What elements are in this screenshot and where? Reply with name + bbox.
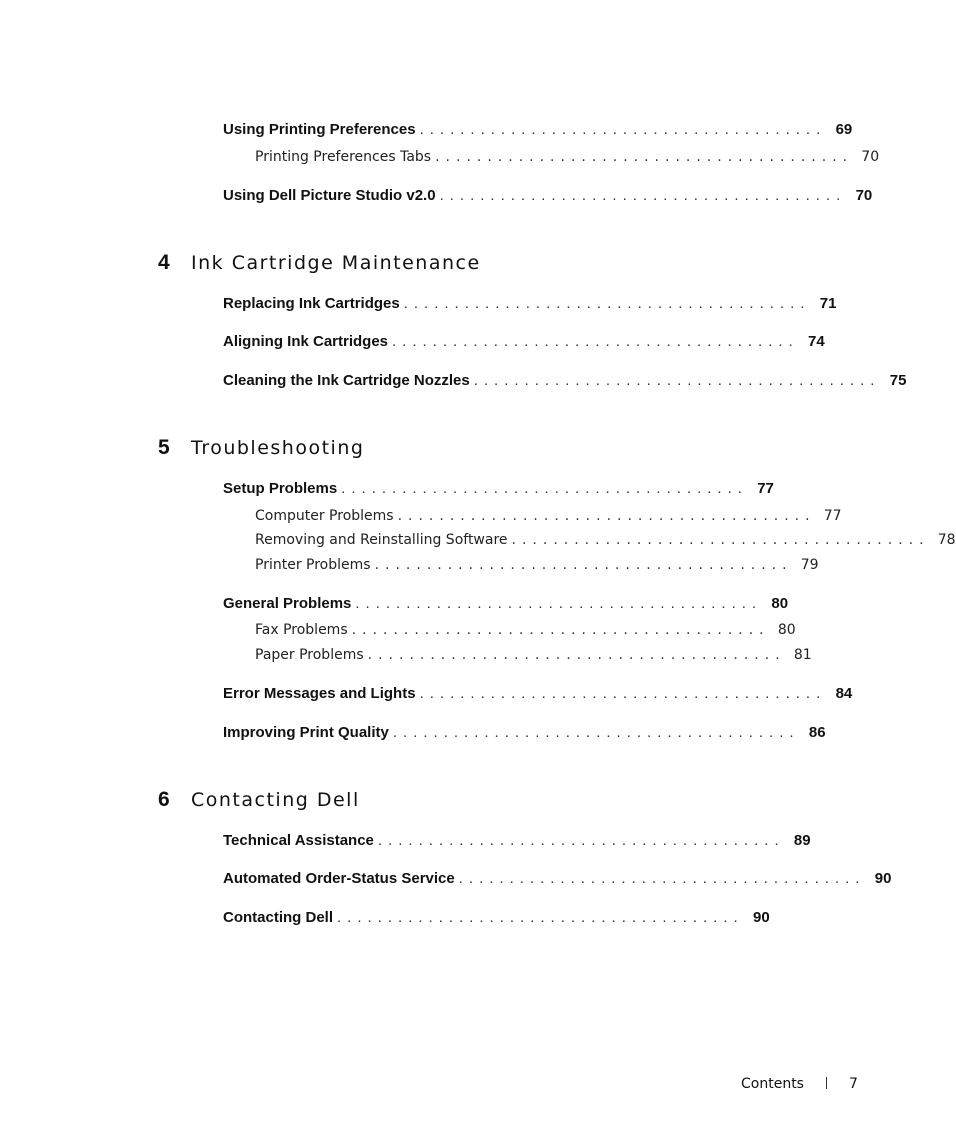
toc-subentry xyxy=(255,622,796,644)
toc-entry-title: Cleaning the Ink Cartridge Nozzles xyxy=(223,372,470,389)
toc-entry-title: Printer Problems xyxy=(255,557,371,573)
dot-leader: ........................................ xyxy=(511,532,930,548)
toc-entry-page: 90 xyxy=(753,909,770,926)
toc-entry-page: 77 xyxy=(823,508,842,524)
toc-entry-page: 81 xyxy=(793,647,812,663)
toc-entry xyxy=(223,685,853,707)
dot-leader: ........................................ xyxy=(397,508,816,524)
dot-leader: ........................................ xyxy=(403,295,811,312)
toc-entry-page: 89 xyxy=(793,832,811,849)
toc-entry-page: 80 xyxy=(771,595,789,612)
toc-entry-title: Technical Assistance xyxy=(223,832,374,849)
toc-entry xyxy=(223,595,789,617)
toc-entry-title: Aligning Ink Cartridges xyxy=(223,333,389,350)
toc-entry xyxy=(223,333,825,355)
toc-entry xyxy=(223,187,873,209)
dot-leader: ........................................ xyxy=(439,187,847,204)
toc-subentry xyxy=(255,557,819,579)
toc-entry-page: 71 xyxy=(819,295,837,312)
chapter-title: Contacting Dell xyxy=(191,789,360,811)
toc-entry-title: Contacting Dell xyxy=(223,909,334,926)
toc-entry-page: 75 xyxy=(889,372,907,389)
toc-entry xyxy=(223,909,770,931)
toc-entry-page: 90 xyxy=(874,870,892,887)
footer-label: Contents xyxy=(741,1076,804,1092)
dot-leader: ........................................ xyxy=(355,595,763,612)
dot-leader: ........................................ xyxy=(337,909,744,926)
chapter-heading-4 xyxy=(158,251,481,277)
toc-entry xyxy=(223,372,907,394)
toc-entry xyxy=(223,724,826,746)
toc-entry-title: Printing Preferences Tabs xyxy=(255,149,432,165)
dot-leader: ........................................ xyxy=(419,685,827,702)
dot-leader: ........................................ xyxy=(419,121,827,138)
dot-leader: ........................................ xyxy=(392,333,799,350)
toc-entry-title: Automated Order-Status Service xyxy=(223,870,455,887)
dot-leader: ........................................ xyxy=(341,480,748,497)
toc-entry-title: Setup Problems xyxy=(223,480,338,497)
toc-entry-title: Fax Problems xyxy=(255,622,348,638)
toc-entry-title: Computer Problems xyxy=(255,508,394,524)
toc-entry xyxy=(223,832,811,854)
toc-entry-title: Paper Problems xyxy=(255,647,364,663)
chapter-heading-6 xyxy=(158,788,360,814)
toc-entry-page: 80 xyxy=(777,622,796,638)
toc-entry-title: Using Printing Preferences xyxy=(223,121,416,138)
toc-entry-page: 74 xyxy=(808,333,825,350)
toc-entry-title: Removing and Reinstalling Software xyxy=(255,532,508,548)
dot-leader: ........................................ xyxy=(351,622,770,638)
dot-leader: ........................................ xyxy=(392,724,800,741)
page-footer xyxy=(741,1076,858,1092)
dot-leader: ........................................ xyxy=(374,557,793,573)
toc-entry xyxy=(223,480,774,502)
chapter-number: 5 xyxy=(158,436,170,459)
dot-leader: ........................................ xyxy=(367,647,786,663)
page-number: 7 xyxy=(848,1076,858,1092)
toc-subentry xyxy=(255,647,812,669)
toc-entry-page: 78 xyxy=(937,532,956,548)
footer-separator xyxy=(826,1077,827,1089)
chapter-number: 4 xyxy=(158,251,170,274)
toc-entry-page: 86 xyxy=(808,724,826,741)
toc-entry-page: 70 xyxy=(861,149,880,165)
chapter-heading-5 xyxy=(158,436,364,462)
chapter-title: Ink Cartridge Maintenance xyxy=(191,252,481,274)
toc-entry-page: 70 xyxy=(855,187,873,204)
dot-leader: ........................................ xyxy=(435,149,854,165)
toc-subentry xyxy=(255,149,880,171)
toc-entry-title: Error Messages and Lights xyxy=(223,685,416,702)
dot-leader: ........................................ xyxy=(458,870,866,887)
chapter-number: 6 xyxy=(158,788,170,811)
toc-entry-page: 77 xyxy=(757,480,774,497)
toc-entry-page: 69 xyxy=(835,121,853,138)
dot-leader: ........................................ xyxy=(473,372,881,389)
chapter-title: Troubleshooting xyxy=(191,437,365,459)
toc-subentry xyxy=(255,508,842,530)
toc-entry xyxy=(223,870,892,892)
toc-entry-title: Replacing Ink Cartridges xyxy=(223,295,400,312)
toc-entry xyxy=(223,295,837,317)
toc-entry-title: General Problems xyxy=(223,595,352,612)
toc-subentry xyxy=(255,532,956,554)
toc-entry-title: Using Dell Picture Studio v2.0 xyxy=(223,187,436,204)
toc-entry-page: 79 xyxy=(800,557,819,573)
toc-entry xyxy=(223,121,853,143)
dot-leader: ........................................ xyxy=(377,832,785,849)
toc-entry-title: Improving Print Quality xyxy=(223,724,389,741)
toc-entry-page: 84 xyxy=(835,685,853,702)
